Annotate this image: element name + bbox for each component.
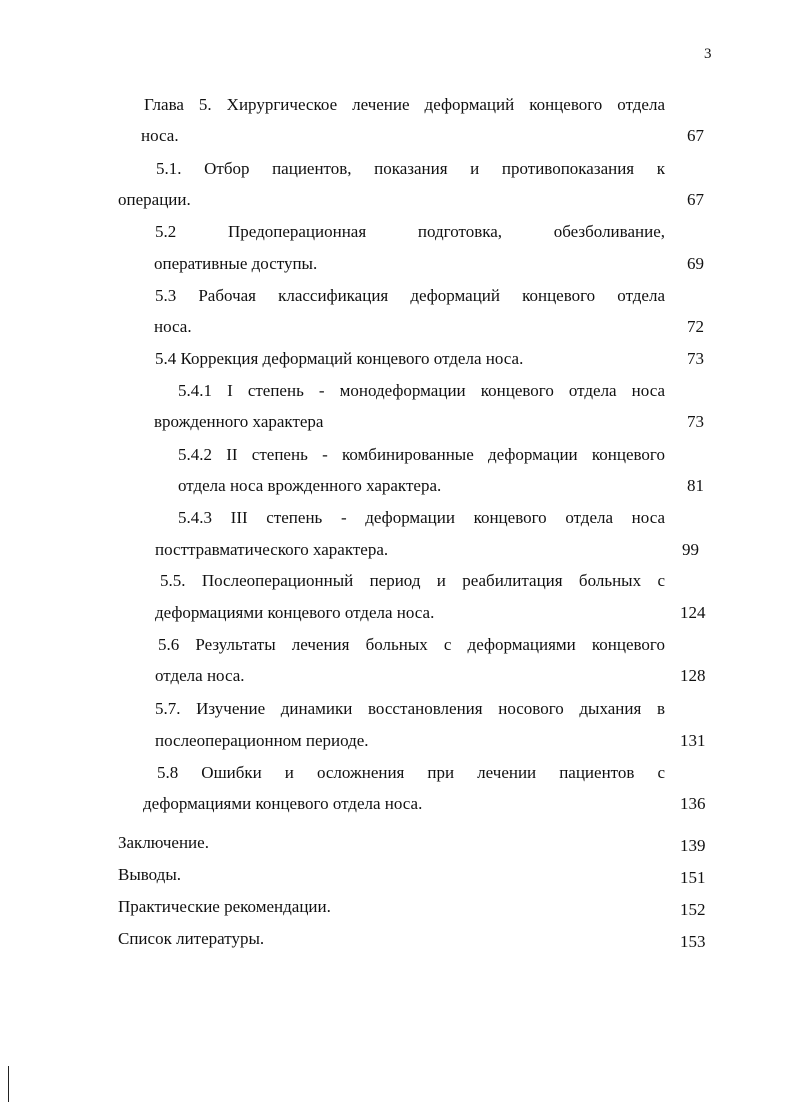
page-number: 3 xyxy=(704,46,712,62)
toc-line: 5.3 Рабочая классификация деформаций концевого отдела xyxy=(155,286,665,305)
toc-line: послеоперационном периоде. xyxy=(155,731,369,750)
toc-page-number: 81 xyxy=(687,476,704,495)
toc-line: 5.7. Изучение динамики восстановления носового дыхания в xyxy=(155,699,665,718)
toc-line: 5.5. Послеоперационный период и реабилитация больных с xyxy=(160,571,665,590)
toc-line: 5.4.3 III степень - деформации концевого отдела носа xyxy=(178,508,665,527)
toc-line: 5.4.1 I степень - монодеформации концевого отдела носа xyxy=(178,381,665,400)
toc-line: операции. xyxy=(118,190,191,209)
toc-line: оперативные доступы. xyxy=(154,254,318,273)
toc-line: носа. xyxy=(154,317,192,336)
toc-page-number: 73 xyxy=(687,412,704,431)
toc-line: отдела носа врожденного характера. xyxy=(178,476,442,495)
toc-page-number: 139 xyxy=(680,836,706,855)
toc-line: Практические рекомендации. xyxy=(118,897,331,916)
toc-page-number: 73 xyxy=(687,349,704,368)
toc-page-number: 72 xyxy=(687,317,704,336)
toc-line: деформациями концевого отдела носа. xyxy=(143,794,423,813)
toc-line: носа. xyxy=(141,126,179,145)
toc-page-number: 153 xyxy=(680,932,706,951)
toc-page-number: 152 xyxy=(680,900,706,919)
toc-page-number: 67 xyxy=(687,190,704,209)
toc-line: врожденного характера xyxy=(154,412,324,431)
margin-mark xyxy=(8,1066,9,1102)
toc-page-number: 151 xyxy=(680,868,706,887)
toc-line: Список литературы. xyxy=(118,929,265,948)
toc-page-number: 128 xyxy=(680,666,706,685)
toc-line: Выводы. xyxy=(118,865,182,884)
toc-line: 5.1. Отбор пациентов, показания и противопоказания к xyxy=(156,159,665,178)
toc-line: 5.4.2 II степень - комбинированные деформации концевого xyxy=(178,445,665,464)
toc-line: Глава 5. Хирургическое лечение деформаций концевого отдела xyxy=(144,95,665,114)
toc-line: 5.8 Ошибки и осложнения при лечении пациентов с xyxy=(157,763,665,782)
toc-line: 5.2 Предоперационная подготовка, обезболивание, xyxy=(155,222,665,241)
toc-line: деформациями концевого отдела носа. xyxy=(155,603,435,622)
toc-page-number: 67 xyxy=(687,126,704,145)
toc-page-number: 124 xyxy=(680,603,706,622)
toc-page-number: 69 xyxy=(687,254,704,273)
toc-line: 5.6 Результаты лечения больных с деформациями концевого xyxy=(158,635,665,654)
toc-line: Заключение. xyxy=(118,833,209,852)
toc-line: 5.4 Коррекция деформаций концевого отдела носа. xyxy=(155,349,524,368)
toc-page-number: 136 xyxy=(680,794,706,813)
toc-line: отдела носа. xyxy=(155,666,245,685)
toc-page-number: 99 xyxy=(682,540,699,559)
toc-line: посттравматического характера. xyxy=(155,540,389,559)
toc-page-number: 131 xyxy=(680,731,706,750)
